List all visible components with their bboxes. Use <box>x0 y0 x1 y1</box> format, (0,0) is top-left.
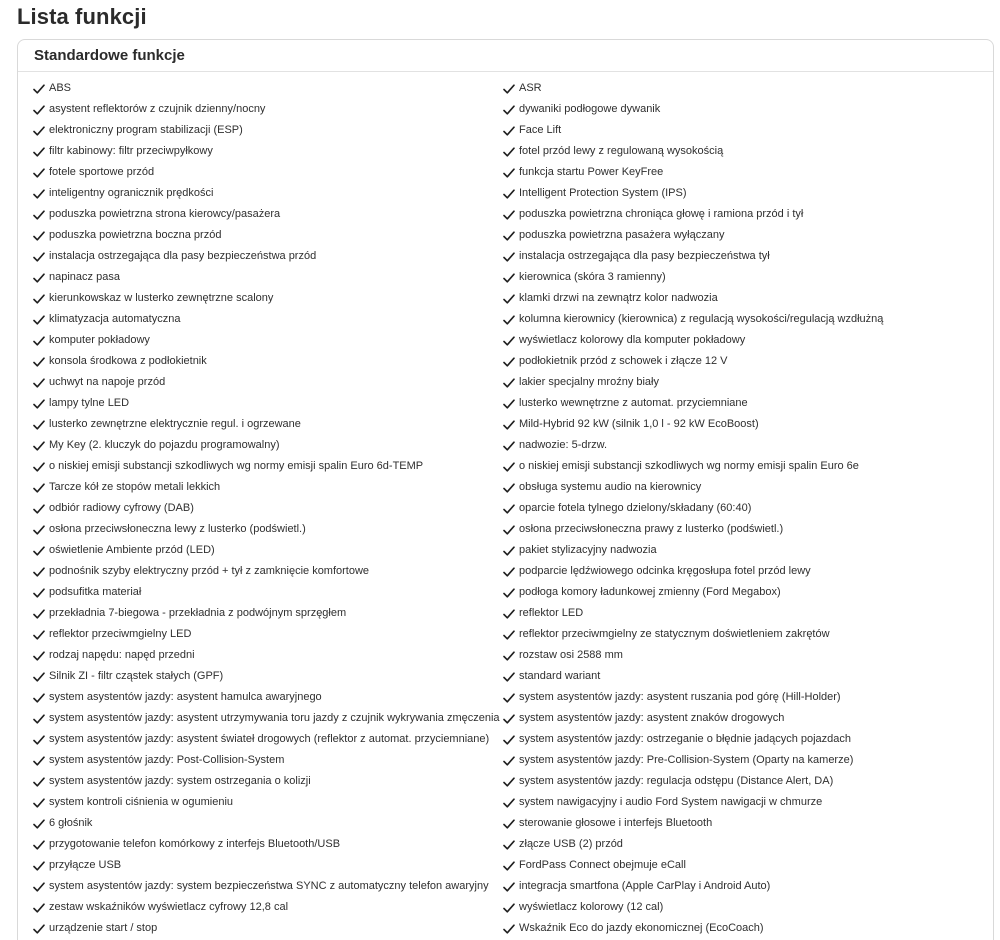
feature-item <box>33 78 493 99</box>
feature-item <box>503 477 983 498</box>
feature-item <box>503 876 983 897</box>
feature-item <box>503 393 983 414</box>
feature-label: o niskiej emisji substancji szkodliwych wg normy emisji spalin Euro 6e <box>519 460 859 472</box>
check-icon <box>33 923 45 935</box>
feature-item <box>503 246 983 267</box>
feature-label: integracja smartfona (Apple CarPlay i Android Auto) <box>519 880 771 892</box>
check-icon <box>503 167 515 179</box>
check-icon <box>503 482 515 494</box>
feature-label: Silnik ZI - filtr cząstek stałych (GPF) <box>49 670 224 682</box>
feature-label: system asystentów jazdy: Pre-Collision-System (Oparty na kamerze) <box>519 754 854 766</box>
check-icon <box>503 881 515 893</box>
check-icon <box>503 377 515 389</box>
feature-item <box>503 771 983 792</box>
check-icon <box>33 188 45 200</box>
feature-label: elektroniczny program stabilizacji (ESP) <box>49 124 243 136</box>
feature-label: instalacja ostrzegająca dla pasy bezpieczeństwa przód <box>49 250 317 262</box>
check-icon <box>503 860 515 872</box>
feature-item <box>503 162 983 183</box>
feature-item <box>503 645 983 666</box>
feature-label: kierownica (skóra 3 ramienny) <box>519 271 666 283</box>
feature-label: lusterko wewnętrzne z automat. przyciemniane <box>519 397 748 409</box>
feature-label: 6 głośnik <box>49 817 93 829</box>
feature-item <box>33 309 493 330</box>
check-icon <box>33 503 45 515</box>
feature-item <box>503 372 983 393</box>
check-icon <box>503 671 515 683</box>
feature-item <box>33 372 493 393</box>
feature-item <box>33 897 493 918</box>
check-icon <box>503 293 515 305</box>
feature-label: uchwyt na napoje przód <box>49 376 166 388</box>
feature-item <box>33 603 493 624</box>
feature-label: poduszka powietrzna chroniąca głowę i ramiona przód i tył <box>519 208 804 220</box>
check-icon <box>33 314 45 326</box>
feature-item <box>33 456 493 477</box>
feature-item <box>503 267 983 288</box>
feature-label: My Key (2. kluczyk do pojazdu programowalny) <box>49 439 280 451</box>
feature-label: podsufitka materiał <box>49 586 142 598</box>
check-icon <box>503 272 515 284</box>
feature-label: system asystentów jazdy: asystent ruszania pod górę (Hill-Holder) <box>519 691 841 703</box>
feature-label: złącze USB (2) przód <box>519 838 623 850</box>
check-icon <box>33 755 45 767</box>
feature-item <box>33 435 493 456</box>
feature-item <box>503 351 983 372</box>
feature-list-left <box>33 78 500 939</box>
check-icon <box>33 482 45 494</box>
feature-item <box>33 561 493 582</box>
check-icon <box>33 440 45 452</box>
feature-item <box>33 288 493 309</box>
feature-label: odbiór radiowy cyfrowy (DAB) <box>49 502 194 514</box>
feature-item <box>33 582 493 603</box>
feature-item <box>33 687 493 708</box>
feature-label: oświetlenie Ambiente przód (LED) <box>49 544 215 556</box>
feature-item <box>33 708 500 729</box>
check-icon <box>33 734 45 746</box>
check-icon <box>503 818 515 830</box>
check-icon <box>503 461 515 473</box>
feature-item <box>503 288 983 309</box>
feature-label: system asystentów jazdy: asystent utrzymywania toru jazdy z czujnik wykrywania zmęczenia <box>49 712 500 724</box>
feature-item <box>33 498 493 519</box>
feature-label: Wskaźnik Eco do jazdy ekonomicznej (EcoCoach) <box>519 922 764 934</box>
feature-item <box>33 876 493 897</box>
feature-item <box>503 750 983 771</box>
feature-item <box>503 456 983 477</box>
feature-item <box>503 792 983 813</box>
feature-label: Mild-Hybrid 92 kW (silnik 1,0 l - 92 kW EcoBoost) <box>519 418 759 430</box>
feature-item <box>33 393 493 414</box>
check-icon <box>33 818 45 830</box>
feature-label: dywaniki podłogowe dywanik <box>519 103 661 115</box>
feature-label: osłona przeciwsłoneczna lewy z lusterko (podświetl.) <box>49 523 306 535</box>
feature-label: poduszka powietrzna boczna przód <box>49 229 222 241</box>
feature-label: ASR <box>519 82 542 94</box>
feature-item <box>33 246 493 267</box>
feature-label: podłoga komory ładunkowej zmienny (Ford Megabox) <box>519 586 781 598</box>
page-title: Lista funkcji <box>17 4 147 29</box>
check-icon <box>33 545 45 557</box>
feature-item <box>503 183 983 204</box>
feature-label: poduszka powietrzna strona kierowcy/pasażera <box>49 208 281 220</box>
feature-label: klimatyzacja automatyczna <box>49 313 181 325</box>
check-icon <box>33 356 45 368</box>
feature-item <box>503 582 983 603</box>
feature-label: osłona przeciwsłoneczna prawy z lusterko (podświetl.) <box>519 523 784 535</box>
feature-item <box>503 330 983 351</box>
feature-item <box>33 729 493 750</box>
feature-item <box>33 225 493 246</box>
feature-item <box>33 204 493 225</box>
check-icon <box>33 377 45 389</box>
feature-item <box>503 540 983 561</box>
feature-label: pakiet stylizacyjny nadwozia <box>519 544 657 556</box>
feature-item <box>503 414 983 435</box>
feature-label: komputer pokładowy <box>49 334 150 346</box>
check-icon <box>33 104 45 116</box>
check-icon <box>33 398 45 410</box>
check-icon <box>503 734 515 746</box>
check-icon <box>503 629 515 641</box>
feature-item <box>503 498 983 519</box>
check-icon <box>503 797 515 809</box>
check-icon <box>33 587 45 599</box>
feature-label: system kontroli ciśnienia w ogumieniu <box>49 796 234 808</box>
feature-label: filtr kabinowy: filtr przeciwpyłkowy <box>49 145 213 157</box>
feature-label: system asystentów jazdy: Post-Collision-System <box>49 754 285 766</box>
feature-item <box>503 561 983 582</box>
check-icon <box>503 440 515 452</box>
check-icon <box>33 251 45 263</box>
feature-label: rozstaw osi 2588 mm <box>519 649 623 661</box>
check-icon <box>503 251 515 263</box>
check-icon <box>33 146 45 158</box>
feature-item <box>33 141 493 162</box>
feature-item <box>33 414 493 435</box>
check-icon <box>503 755 515 767</box>
check-icon <box>33 692 45 704</box>
feature-item <box>33 351 493 372</box>
feature-label: system asystentów jazdy: asystent świateł drogowych (reflektor z automat. przyciemniane) <box>49 733 490 745</box>
check-icon <box>33 125 45 137</box>
feature-label: fotele sportowe przód <box>49 166 155 178</box>
feature-item <box>33 99 493 120</box>
check-icon <box>33 902 45 914</box>
feature-label: lampy tylne LED <box>49 397 130 409</box>
check-icon <box>33 461 45 473</box>
feature-item <box>33 267 493 288</box>
check-icon <box>33 293 45 305</box>
check-icon <box>33 839 45 851</box>
feature-label: reflektor przeciwmgielny LED <box>49 628 192 640</box>
feature-item <box>33 162 493 183</box>
check-icon <box>503 398 515 410</box>
feature-label: reflektor przeciwmgielny ze statycznym doświetleniem zakrętów <box>519 628 830 640</box>
feature-label: konsola środkowa z podłokietnik <box>49 355 207 367</box>
feature-label: funkcja startu Power KeyFree <box>519 166 664 178</box>
check-icon <box>33 167 45 179</box>
check-icon <box>33 881 45 893</box>
feature-label: kierunkowskaz w lusterko zewnętrzne scalony <box>49 292 274 304</box>
feature-item <box>503 729 983 750</box>
feature-item <box>503 666 983 687</box>
check-icon <box>503 146 515 158</box>
check-icon <box>503 713 515 725</box>
feature-label: podłokietnik przód z schowek i złącze 12 V <box>519 355 728 367</box>
feature-label: podparcie lędźwiowego odcinka kręgosłupa fotel przód lewy <box>519 565 811 577</box>
feature-list-right <box>503 78 983 939</box>
feature-label: o niskiej emisji substancji szkodliwych wg normy emisji spalin Euro 6d-TEMP <box>49 460 424 472</box>
check-icon <box>503 503 515 515</box>
check-icon <box>503 419 515 431</box>
feature-item <box>503 603 983 624</box>
feature-label: lakier specjalny mroźny biały <box>519 376 659 388</box>
feature-label: zestaw wskaźników wyświetlacz cyfrowy 12,8 cal <box>49 901 289 913</box>
feature-item <box>33 330 493 351</box>
check-icon <box>503 566 515 578</box>
section-title: Standardowe funkcje <box>34 47 185 64</box>
feature-item <box>33 813 493 834</box>
feature-label: nadwozie: 5-drzw. <box>519 439 608 451</box>
feature-label: instalacja ostrzegająca dla pasy bezpieczeństwa tył <box>519 250 770 262</box>
feature-label: urządzenie start / stop <box>49 922 158 934</box>
feature-label: oparcie fotela tylnego dzielony/składany (60:40) <box>519 502 752 514</box>
feature-item <box>503 204 983 225</box>
feature-label: system nawigacyjny i audio Ford System nawigacji w chmurze <box>519 796 823 808</box>
feature-item <box>503 225 983 246</box>
feature-item <box>33 834 493 855</box>
feature-label: Face Lift <box>519 124 562 136</box>
feature-label: przygotowanie telefon komórkowy z interfejs Bluetooth/USB <box>49 838 341 850</box>
feature-item <box>33 771 493 792</box>
feature-item <box>33 477 493 498</box>
check-icon <box>33 629 45 641</box>
check-icon <box>33 776 45 788</box>
feature-item <box>503 834 983 855</box>
feature-label: system asystentów jazdy: asystent hamulca awaryjnego <box>49 691 322 703</box>
feature-label: wyświetlacz kolorowy (12 cal) <box>519 901 664 913</box>
check-icon <box>503 587 515 599</box>
standard-features-card <box>17 39 994 940</box>
feature-label: system asystentów jazdy: system ostrzegania o kolizji <box>49 775 311 787</box>
check-icon <box>503 608 515 620</box>
check-icon <box>503 356 515 368</box>
feature-label: klamki drzwi na zewnątrz kolor nadwozia <box>519 292 718 304</box>
check-icon <box>33 671 45 683</box>
check-icon <box>503 314 515 326</box>
feature-item <box>503 708 983 729</box>
feature-label: poduszka powietrzna pasażera wyłączany <box>519 229 725 241</box>
check-icon <box>503 902 515 914</box>
feature-label: fotel przód lewy z regulowaną wysokością <box>519 145 724 157</box>
feature-label: przyłącze USB <box>49 859 122 871</box>
check-icon <box>33 860 45 872</box>
check-icon <box>33 419 45 431</box>
feature-item <box>503 309 983 330</box>
feature-label: kolumna kierownicy (kierownica) z regulacją wysokości/regulacją wzdłużną <box>519 313 884 325</box>
feature-label: FordPass Connect obejmuje eCall <box>519 859 686 871</box>
feature-item <box>503 624 983 645</box>
check-icon <box>503 209 515 221</box>
check-icon <box>503 125 515 137</box>
feature-label: reflektor LED <box>519 607 584 619</box>
feature-item <box>503 519 983 540</box>
check-icon <box>503 188 515 200</box>
feature-item <box>503 855 983 876</box>
feature-label: wyświetlacz kolorowy dla komputer pokładowy <box>519 334 746 346</box>
feature-item <box>503 897 983 918</box>
check-icon <box>33 209 45 221</box>
feature-label: podnośnik szyby elektryczny przód + tył z zamknięcie komfortowe <box>49 565 370 577</box>
check-icon <box>503 650 515 662</box>
feature-label: inteligentny ogranicznik prędkości <box>49 187 214 199</box>
feature-label: sterowanie głosowe i interfejs Bluetooth <box>519 817 713 829</box>
check-icon <box>33 272 45 284</box>
feature-item <box>33 540 493 561</box>
feature-item <box>503 435 983 456</box>
feature-item <box>503 813 983 834</box>
check-icon <box>33 713 45 725</box>
feature-item <box>503 918 983 939</box>
feature-label: lusterko zewnętrzne elektrycznie regul. i ogrzewane <box>49 418 301 430</box>
check-icon <box>503 104 515 116</box>
feature-item <box>503 120 983 141</box>
feature-item <box>33 120 493 141</box>
feature-label: rodzaj napędu: napęd przedni <box>49 649 195 661</box>
feature-item <box>33 645 493 666</box>
check-icon <box>33 650 45 662</box>
feature-label: przekładnia 7-biegowa - przekładnia z podwójnym sprzęgłem <box>49 607 347 619</box>
check-icon <box>33 608 45 620</box>
feature-label: ABS <box>49 82 72 94</box>
feature-item <box>503 99 983 120</box>
check-icon <box>33 230 45 242</box>
feature-item <box>33 750 493 771</box>
check-icon <box>503 524 515 536</box>
feature-item <box>33 183 493 204</box>
feature-label: system asystentów jazdy: system bezpieczeństwa SYNC z automatyczny telefon awaryjny <box>49 880 489 892</box>
feature-item <box>33 519 493 540</box>
card-header <box>18 40 993 72</box>
check-icon <box>503 83 515 95</box>
feature-label: system asystentów jazdy: asystent znaków drogowych <box>519 712 785 724</box>
check-icon <box>503 335 515 347</box>
check-icon <box>503 923 515 935</box>
check-icon <box>33 83 45 95</box>
check-icon <box>503 839 515 851</box>
feature-item <box>503 141 983 162</box>
check-icon <box>33 566 45 578</box>
check-icon <box>33 335 45 347</box>
feature-label: asystent reflektorów z czujnik dzienny/nocny <box>49 103 266 115</box>
feature-label: system asystentów jazdy: ostrzeganie o błędnie jadących pojazdach <box>519 733 852 745</box>
feature-label: napinacz pasa <box>49 271 120 283</box>
check-icon <box>503 545 515 557</box>
check-icon <box>503 776 515 788</box>
check-icon <box>33 797 45 809</box>
feature-item <box>503 687 983 708</box>
check-icon <box>503 692 515 704</box>
feature-label: Tarcze kół ze stopów metali lekkich <box>49 481 221 493</box>
check-icon <box>503 230 515 242</box>
feature-item <box>33 666 493 687</box>
feature-item <box>33 624 493 645</box>
feature-label: obsługa systemu audio na kierownicy <box>519 481 702 493</box>
feature-item <box>33 855 493 876</box>
feature-item <box>503 78 983 99</box>
feature-item <box>33 792 493 813</box>
feature-label: system asystentów jazdy: regulacja odstępu (Distance Alert, DA) <box>519 775 834 787</box>
check-icon <box>33 524 45 536</box>
feature-label: standard wariant <box>519 670 601 682</box>
feature-label: Intelligent Protection System (IPS) <box>519 187 687 199</box>
feature-item <box>33 918 493 939</box>
